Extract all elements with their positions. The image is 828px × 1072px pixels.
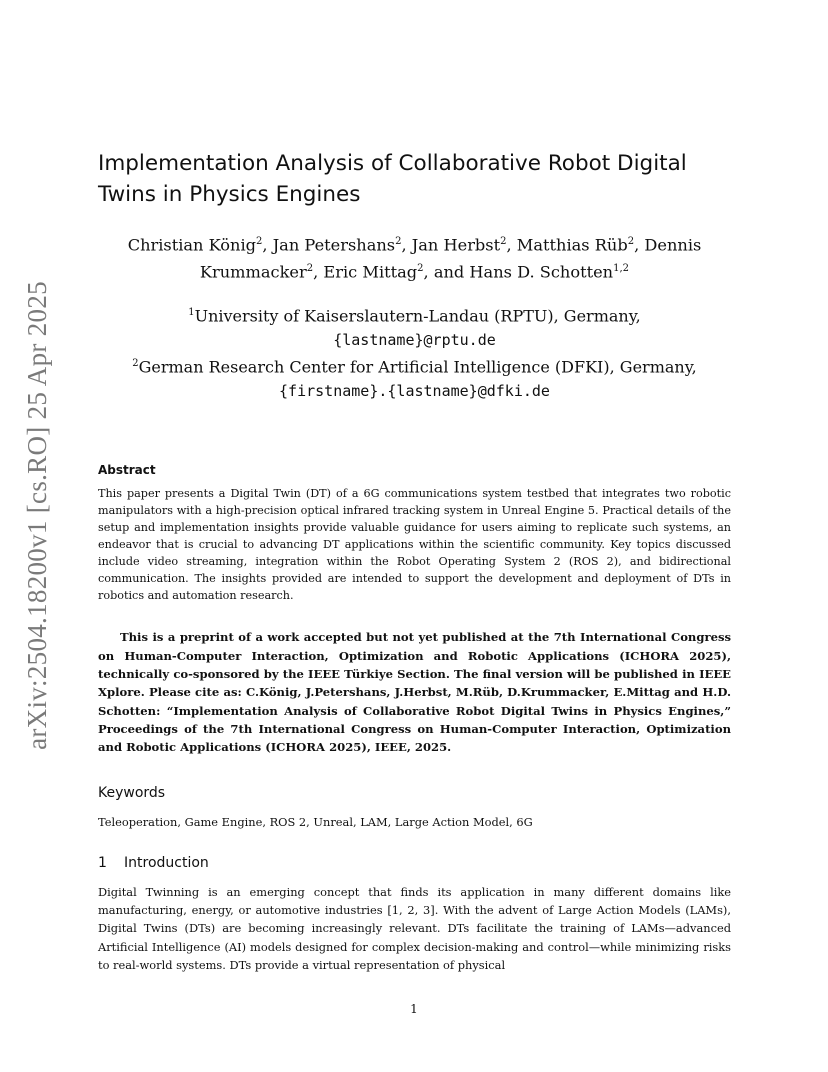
- keywords-heading: Keywords: [98, 784, 166, 801]
- author-affiliation-mark: 2: [256, 236, 263, 247]
- section-number: 1: [98, 854, 107, 871]
- affiliation-text: German Research Center for Artificial Intelligence (DFKI), Germany,: [138, 357, 697, 377]
- paper-title: Implementation Analysis of Collaborative Robot Digital Twins in Physics Engines: [98, 151, 687, 207]
- section-title: Introduction: [124, 854, 209, 871]
- keywords-text: Teleoperation, Game Engine, ROS 2, Unreal, LAM, Large Action Model, 6G: [98, 814, 533, 829]
- author-affiliation-mark: 2: [306, 263, 314, 275]
- author-list: [98, 230, 731, 285]
- affiliations: [98, 301, 731, 404]
- author-name: Christian König: [127, 235, 256, 255]
- author-name: Eric Mittag: [323, 262, 418, 282]
- author-affiliation-mark: 2: [627, 236, 635, 247]
- affiliation-line: [98, 352, 731, 379]
- affiliation-mark: 2: [132, 358, 139, 370]
- author-affiliation-mark: 2: [417, 263, 424, 275]
- affiliation-mark: 1: [188, 306, 195, 318]
- paper-content: [98, 148, 731, 975]
- affiliation-line: [98, 301, 731, 328]
- author-separator: , and: [423, 262, 470, 282]
- author-name: Jan Petershans: [272, 235, 396, 255]
- abstract-heading: Abstract: [98, 463, 156, 478]
- author-separator: ,: [313, 262, 324, 282]
- author-separator: ,: [506, 235, 517, 255]
- author-name: Matthias Rüb: [516, 235, 628, 255]
- section-heading-introduction: [98, 855, 731, 871]
- author-separator: ,: [634, 235, 645, 255]
- affiliation-email: {lastname}@rptu.de: [333, 331, 496, 350]
- arxiv-identifier: arXiv:2504.18200v1 [cs.RO] 25 Apr 2025: [21, 280, 52, 750]
- author-name: Hans D. Schotten: [469, 262, 614, 282]
- author-affiliation-mark: 2: [395, 236, 402, 247]
- author-separator: ,: [262, 235, 273, 255]
- author-name: Dennis Krummacker: [199, 235, 702, 282]
- abstract-text: This paper presents a Digital Twin (DT) of a 6G communications system testbed that integrates two robotic manipulators with a high-precision optical infrared tracking system in Unreal Engine 5. Practical details of the setup and implementation insights provide valuable guidance for users aiming to replicate such systems, an endeavor that is crucial to advancing DT applications within the scientific community. Key topics discussed include video streaming, integration within the Robot Operating System 2 (ROS 2), and bidirectional communication. The insights provided are intended to support the development and deployment of DTs in robotics and automation research.: [98, 487, 731, 603]
- preprint-notice: This is a preprint of a work accepted but not yet published at the 7th International Congress on Human-Computer Interaction, Optimization and Robotic Applications (ICHORA 2025), technically co-sponsored by the IEEE Türkiye Section. The final version will be published in IEEE Xplore. Please cite as: C.König, J.Petershans, J.Herbst, M.Rüb, D.Krummacker, E.Mittag and H.D. Schotten: “Implementation Analysis of Collaborative Robot Digital Twins in Physics Engines,” Proceedings of the 7th International Congress on Human-Computer Interaction, Optimization and Robotic Applications (ICHORA 2025), IEEE, 2025.: [98, 630, 731, 755]
- affiliation-text: University of Kaiserslautern-Landau (RPTU), Germany,: [194, 306, 641, 326]
- arxiv-identifier-sidebar: [14, 265, 60, 765]
- author-name: Jan Herbst: [411, 235, 501, 255]
- author-separator: ,: [401, 235, 412, 255]
- introduction-text: Digital Twinning is an emerging concept that finds its application in many different domains like manufacturing, energy, or automotive industries [1, 2, 3]. With the advent of Large Action Models (LAMs), Digital Twins (DTs) are becoming increasingly relevant. DTs facilitate the training of LAMs—advanced Artificial Intelligence (AI) models designed for complex decision-making and control—while minimizing risks to real-world systems. DTs provide a virtual representation of physical: [98, 884, 731, 973]
- author-affiliation-mark: 2: [500, 236, 507, 247]
- page-number: 1: [410, 1002, 418, 1016]
- affiliation-email: {firstname}.{lastname}@dfki.de: [279, 382, 550, 401]
- author-affiliation-mark: 1,2: [613, 263, 630, 275]
